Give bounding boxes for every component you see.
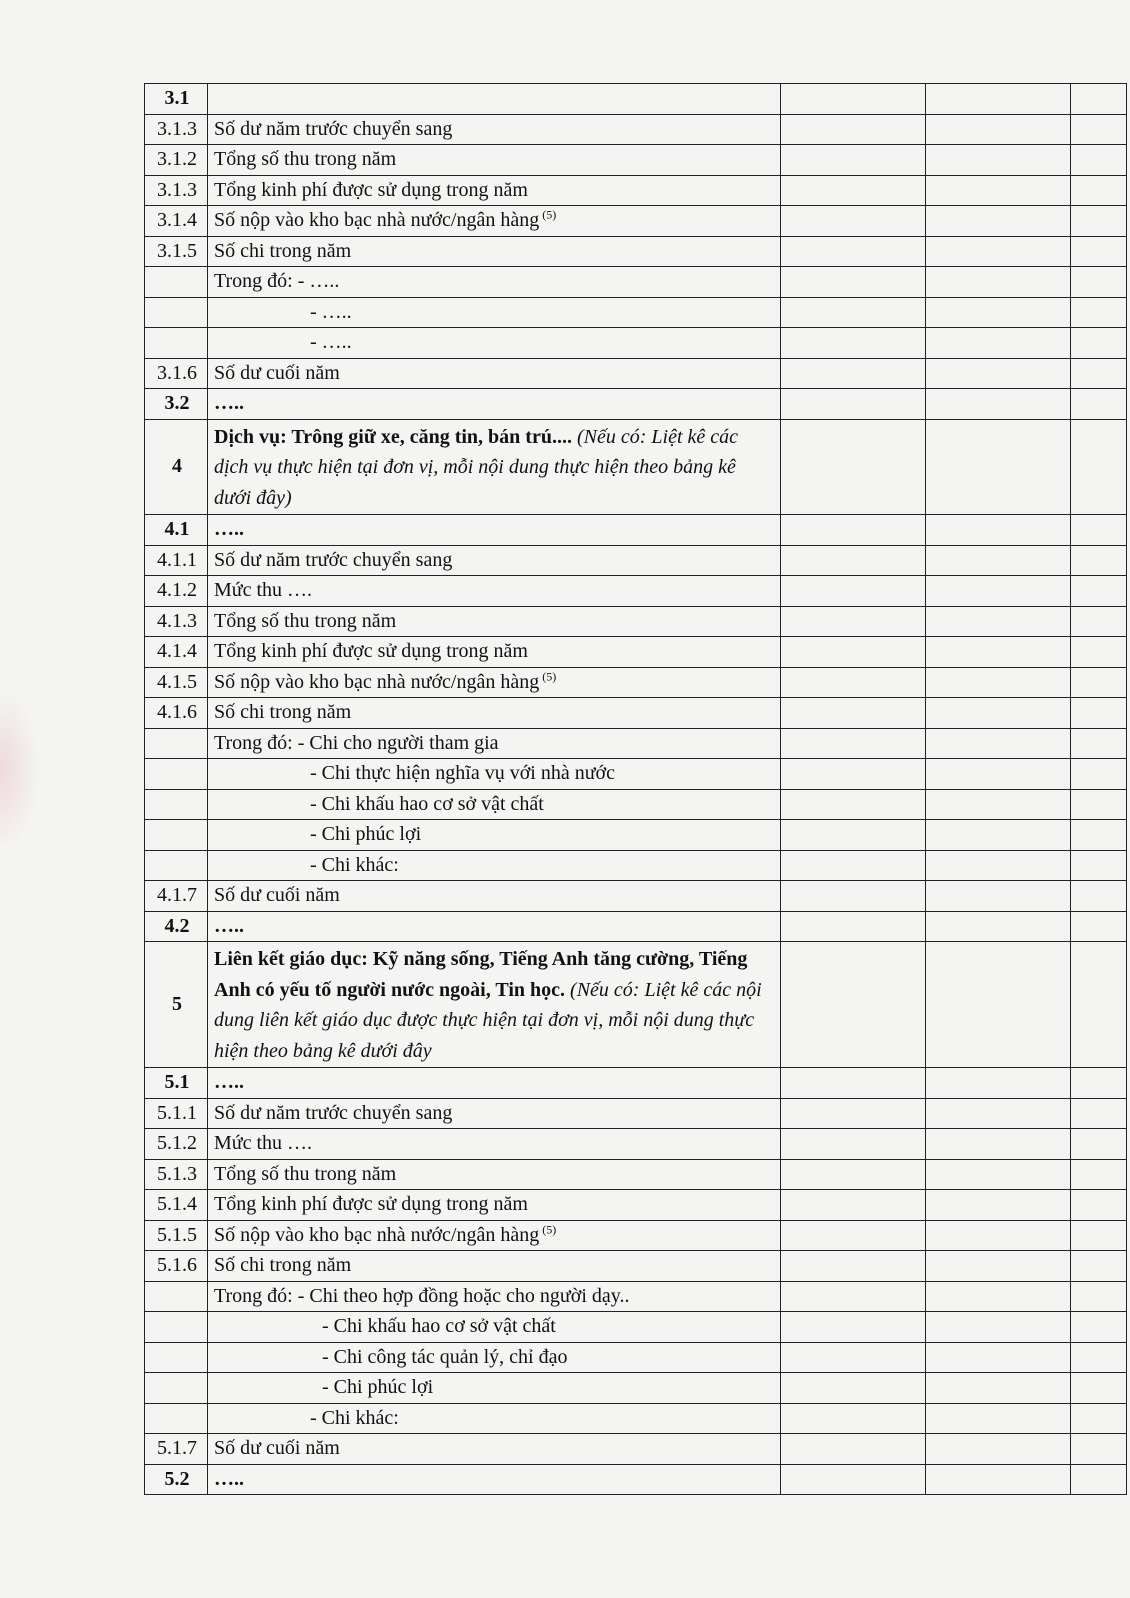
amount-cell-2 (926, 206, 1071, 237)
amount-cell-2 (926, 236, 1071, 267)
row-number: 4.1.7 (145, 881, 208, 912)
table-row (145, 637, 1127, 668)
amount-cell-2 (926, 297, 1071, 328)
ratio-cell (1071, 850, 1127, 881)
table-row (145, 1220, 1127, 1251)
amount-cell-2 (926, 728, 1071, 759)
ratio-cell (1071, 911, 1127, 942)
ratio-cell (1071, 637, 1127, 668)
row-number: 3.1.5 (145, 236, 208, 267)
table-row (145, 358, 1127, 389)
row-label: Tổng số thu trong năm (214, 609, 397, 632)
row-content (208, 267, 781, 298)
amount-cell-2 (926, 1068, 1071, 1099)
row-label: Số nộp vào kho bạc nhà nước/ngân hàng (214, 209, 540, 231)
row-number (145, 759, 208, 790)
row-content (208, 545, 781, 576)
table-body (145, 84, 1127, 1495)
amount-cell-2 (926, 1342, 1071, 1373)
row-content (208, 881, 781, 912)
ratio-cell (1071, 1220, 1127, 1251)
table-row (145, 942, 1127, 1068)
row-content (208, 358, 781, 389)
row-content (208, 1342, 781, 1373)
amount-cell-2 (926, 1312, 1071, 1343)
ratio-cell (1071, 1403, 1127, 1434)
amount-cell-2 (926, 84, 1071, 115)
amount-cell (781, 358, 926, 389)
row-label: - ….. (310, 331, 352, 353)
amount-cell (781, 145, 926, 176)
table-row (145, 1251, 1127, 1282)
table-row (145, 1312, 1127, 1343)
row-number (145, 820, 208, 851)
row-content (208, 942, 781, 1068)
ratio-cell (1071, 759, 1127, 790)
amount-cell (781, 606, 926, 637)
row-content (208, 1312, 781, 1343)
row-number: 4 (145, 419, 208, 515)
row-content (208, 576, 781, 607)
row-number: 4.1 (145, 515, 208, 546)
row-number: 4.1.4 (145, 637, 208, 668)
row-number (145, 328, 208, 359)
amount-cell-2 (926, 789, 1071, 820)
table-row (145, 175, 1127, 206)
row-label: Số nộp vào kho bạc nhà nước/ngân hàng (214, 670, 540, 693)
ratio-cell (1071, 114, 1127, 145)
ratio-cell (1071, 576, 1127, 607)
row-content (208, 1251, 781, 1282)
table-row (145, 515, 1127, 546)
amount-cell (781, 1312, 926, 1343)
row-number (145, 1403, 208, 1434)
amount-cell-2 (926, 545, 1071, 576)
amount-cell (781, 850, 926, 881)
row-number: 5.1.6 (145, 1251, 208, 1282)
amount-cell (781, 1098, 926, 1129)
row-label: - Chi thực hiện nghĩa vụ với nhà nước (310, 762, 615, 784)
row-content (208, 606, 781, 637)
amount-cell-2 (926, 419, 1071, 515)
row-label: Số chi trong năm (214, 1254, 352, 1276)
table-row (145, 114, 1127, 145)
amount-cell (781, 389, 926, 420)
amount-cell (781, 667, 926, 698)
table-row (145, 1373, 1127, 1404)
row-number: 4.1.1 (145, 545, 208, 576)
table-row (145, 419, 1127, 515)
row-label: ….. (214, 1467, 244, 1490)
row-label: Tổng số thu trong năm (214, 148, 397, 170)
row-label: ….. (214, 518, 244, 540)
row-content (208, 637, 781, 668)
row-number (145, 1373, 208, 1404)
amount-cell (781, 206, 926, 237)
ratio-cell (1071, 206, 1127, 237)
row-number: 3.1 (145, 84, 208, 115)
row-label: ….. (214, 1071, 244, 1093)
table-row (145, 606, 1127, 637)
amount-cell-2 (926, 145, 1071, 176)
table-row (145, 728, 1127, 759)
table-row (145, 881, 1127, 912)
amount-cell (781, 1068, 926, 1099)
ratio-cell (1071, 1159, 1127, 1190)
ratio-cell (1071, 820, 1127, 851)
ratio-cell (1071, 545, 1127, 576)
row-content (208, 1190, 781, 1221)
table-row (145, 698, 1127, 729)
row-label: Mức thu …. (214, 1132, 313, 1154)
row-content (208, 698, 781, 729)
table-row (145, 789, 1127, 820)
amount-cell-2 (926, 1251, 1071, 1282)
row-content (208, 1464, 781, 1495)
table-row (145, 84, 1127, 115)
amount-cell (781, 576, 926, 607)
row-label: Trong đó: - Chi theo hợp đồng hoặc cho người dạy.. (214, 1284, 630, 1307)
amount-cell-2 (926, 667, 1071, 698)
row-content (208, 789, 781, 820)
table-row (145, 1190, 1127, 1221)
footnote-ref: (5) (539, 668, 557, 683)
ratio-cell (1071, 667, 1127, 698)
footnote-ref: (5) (539, 207, 557, 222)
row-label: Tổng số thu trong năm (214, 1162, 397, 1185)
amount-cell (781, 84, 926, 115)
ratio-cell (1071, 881, 1127, 912)
row-label: Số dư năm trước chuyển sang (214, 548, 453, 571)
row-content (208, 728, 781, 759)
row-number (145, 297, 208, 328)
row-number: 3.2 (145, 389, 208, 420)
table-row (145, 1434, 1127, 1465)
amount-cell (781, 1190, 926, 1221)
row-label: Tổng kinh phí được sử dụng trong năm (214, 178, 528, 201)
table-row (145, 1464, 1127, 1495)
amount-cell (781, 789, 926, 820)
row-label: Số dư cuối năm (214, 884, 340, 906)
amount-cell (781, 1220, 926, 1251)
row-number: 3.1.2 (145, 145, 208, 176)
amount-cell-2 (926, 328, 1071, 359)
amount-cell-2 (926, 637, 1071, 668)
row-label: ….. (214, 914, 244, 937)
amount-cell-2 (926, 942, 1071, 1068)
ratio-cell (1071, 389, 1127, 420)
amount-cell (781, 545, 926, 576)
table-row (145, 667, 1127, 698)
row-content (208, 1403, 781, 1434)
table-row (145, 1403, 1127, 1434)
row-label: - Chi khấu hao cơ sở vật chất (322, 1315, 556, 1337)
amount-cell (781, 1281, 926, 1312)
amount-cell (781, 759, 926, 790)
row-label: Tổng kinh phí được sử dụng trong năm (214, 1193, 528, 1215)
ratio-cell (1071, 297, 1127, 328)
row-number (145, 789, 208, 820)
amount-cell-2 (926, 1373, 1071, 1404)
row-number: 3.1.3 (145, 175, 208, 206)
table-row (145, 1129, 1127, 1160)
section-note: (Nếu có: Liệt kê các dịch vụ thực hiện tại đơn vị, mỗi nội dung thực hiện theo bảng kê dưới đây) (214, 425, 739, 509)
row-content (208, 114, 781, 145)
table-row (145, 206, 1127, 237)
row-label: - Chi khấu hao cơ sở vật chất (310, 792, 544, 815)
amount-cell-2 (926, 175, 1071, 206)
row-number: 4.1.5 (145, 667, 208, 698)
ratio-cell (1071, 515, 1127, 546)
amount-cell-2 (926, 1464, 1071, 1495)
ratio-cell (1071, 789, 1127, 820)
footnote-ref: (5) (539, 1221, 557, 1236)
amount-cell-2 (926, 1098, 1071, 1129)
row-label: Số chi trong năm (214, 239, 352, 262)
table-row (145, 911, 1127, 942)
row-number: 3.1.3 (145, 114, 208, 145)
row-label: Tổng kinh phí được sử dụng trong năm (214, 640, 528, 662)
amount-cell (781, 236, 926, 267)
row-number: 5 (145, 942, 208, 1068)
section-heading: Dịch vụ: Trông giữ xe, căng tin, bán trú.... (214, 425, 572, 448)
table-row (145, 1068, 1127, 1099)
ratio-cell (1071, 1464, 1127, 1495)
amount-cell-2 (926, 389, 1071, 420)
ratio-cell (1071, 236, 1127, 267)
row-content (208, 1434, 781, 1465)
table-row (145, 236, 1127, 267)
amount-cell-2 (926, 1281, 1071, 1312)
row-content (208, 328, 781, 359)
row-number (145, 267, 208, 298)
row-content (208, 236, 781, 267)
amount-cell-2 (926, 911, 1071, 942)
amount-cell (781, 1342, 926, 1373)
row-number (145, 728, 208, 759)
row-content (208, 1281, 781, 1312)
ratio-cell (1071, 358, 1127, 389)
row-content (208, 820, 781, 851)
ratio-cell (1071, 1373, 1127, 1404)
table-row (145, 1342, 1127, 1373)
amount-cell-2 (926, 850, 1071, 881)
row-number: 4.1.6 (145, 698, 208, 729)
row-number: 4.1.2 (145, 576, 208, 607)
row-number: 5.1.5 (145, 1220, 208, 1251)
row-content (208, 515, 781, 546)
section-heading: Liên kết giáo dục: Kỹ năng sống, Tiếng Anh tăng cường, Tiếng Anh có yếu tố người nước ngoài, Tin học. (214, 948, 748, 1001)
row-number: 5.1.2 (145, 1129, 208, 1160)
row-content (208, 667, 781, 698)
row-content (208, 297, 781, 328)
amount-cell (781, 267, 926, 298)
amount-cell-2 (926, 606, 1071, 637)
table-row (145, 267, 1127, 298)
table-row (145, 145, 1127, 176)
row-content (208, 759, 781, 790)
row-number: 5.1.1 (145, 1098, 208, 1129)
amount-cell-2 (926, 114, 1071, 145)
row-number: 3.1.6 (145, 358, 208, 389)
row-content (208, 1129, 781, 1160)
row-content (208, 1159, 781, 1190)
ratio-cell (1071, 1098, 1127, 1129)
table-row (145, 328, 1127, 359)
amount-cell-2 (926, 820, 1071, 851)
row-number: 5.1.7 (145, 1434, 208, 1465)
table-row (145, 1098, 1127, 1129)
amount-cell (781, 881, 926, 912)
row-content (208, 206, 781, 237)
ratio-cell (1071, 175, 1127, 206)
amount-cell (781, 698, 926, 729)
amount-cell-2 (926, 1159, 1071, 1190)
row-label: Số dư cuối năm (214, 361, 340, 384)
row-number: 5.1.3 (145, 1159, 208, 1190)
row-label: - Chi phúc lợi (322, 1376, 434, 1398)
table-row (145, 576, 1127, 607)
row-label: Mức thu …. (214, 579, 313, 601)
ratio-cell (1071, 1129, 1127, 1160)
row-content (208, 175, 781, 206)
row-content (208, 1068, 781, 1099)
ratio-cell (1071, 419, 1127, 515)
amount-cell-2 (926, 576, 1071, 607)
table-row (145, 1159, 1127, 1190)
amount-cell (781, 820, 926, 851)
row-number: 4.1.3 (145, 606, 208, 637)
row-label: Số nộp vào kho bạc nhà nước/ngân hàng (214, 1223, 540, 1246)
ratio-cell (1071, 267, 1127, 298)
ratio-cell (1071, 942, 1127, 1068)
row-label: - Chi khác: (310, 853, 399, 876)
row-label: ….. (214, 392, 244, 414)
amount-cell-2 (926, 267, 1071, 298)
ratio-cell (1071, 1281, 1127, 1312)
ratio-cell (1071, 1190, 1127, 1221)
amount-cell (781, 328, 926, 359)
row-content (208, 145, 781, 176)
amount-cell (781, 911, 926, 942)
row-content (208, 911, 781, 942)
row-number: 5.2 (145, 1464, 208, 1495)
ratio-cell (1071, 606, 1127, 637)
ratio-cell (1071, 1342, 1127, 1373)
row-number (145, 1312, 208, 1343)
amount-cell (781, 1403, 926, 1434)
row-label: - Chi công tác quản lý, chỉ đạo (322, 1345, 568, 1368)
section-note: (Nếu có: Liệt kê các nội dung liên kết giáo dục được thực hiện tại đơn vị, mỗi nội dung thực hiện theo bảng kê dưới đây (214, 978, 762, 1062)
row-label: Trong đó: - Chi cho người tham gia (214, 731, 499, 754)
amount-cell-2 (926, 1129, 1071, 1160)
row-label: Trong đó: - ….. (214, 270, 340, 292)
amount-cell (781, 942, 926, 1068)
amount-cell (781, 515, 926, 546)
amount-cell (781, 1159, 926, 1190)
amount-cell-2 (926, 358, 1071, 389)
table-row (145, 1281, 1127, 1312)
row-label: - Chi khác: (310, 1406, 399, 1429)
row-content (208, 84, 781, 115)
row-label: Số dư năm trước chuyển sang (214, 1101, 453, 1124)
table-row (145, 389, 1127, 420)
amount-cell-2 (926, 1220, 1071, 1251)
row-label: - Chi phúc lợi (310, 823, 422, 845)
table-row (145, 545, 1127, 576)
amount-cell (781, 1464, 926, 1495)
ratio-cell (1071, 328, 1127, 359)
amount-cell (781, 1373, 926, 1404)
table-row (145, 850, 1127, 881)
table-row (145, 759, 1127, 790)
row-number: 5.1.4 (145, 1190, 208, 1221)
row-number: 3.1.4 (145, 206, 208, 237)
row-label: Số dư năm trước chuyển sang (214, 117, 453, 140)
ratio-cell (1071, 145, 1127, 176)
table-row (145, 820, 1127, 851)
row-content (208, 419, 781, 515)
ratio-cell (1071, 728, 1127, 759)
ratio-cell (1071, 84, 1127, 115)
stamp-bleed-mark (0, 690, 40, 850)
amount-cell (781, 419, 926, 515)
row-content (208, 389, 781, 420)
amount-cell-2 (926, 515, 1071, 546)
row-number (145, 850, 208, 881)
amount-cell-2 (926, 1190, 1071, 1221)
row-label: Số dư cuối năm (214, 1437, 340, 1459)
row-content (208, 1220, 781, 1251)
amount-cell (781, 114, 926, 145)
row-number (145, 1342, 208, 1373)
amount-cell (781, 1434, 926, 1465)
table-row (145, 297, 1127, 328)
amount-cell (781, 1251, 926, 1282)
amount-cell (781, 637, 926, 668)
row-content (208, 1373, 781, 1404)
row-number: 4.2 (145, 911, 208, 942)
amount-cell-2 (926, 1434, 1071, 1465)
amount-cell-2 (926, 759, 1071, 790)
ratio-cell (1071, 1434, 1127, 1465)
row-content (208, 1098, 781, 1129)
row-number (145, 1281, 208, 1312)
ratio-cell (1071, 698, 1127, 729)
amount-cell (781, 1129, 926, 1160)
ratio-cell (1071, 1312, 1127, 1343)
row-label: Số chi trong năm (214, 701, 352, 723)
amount-cell (781, 175, 926, 206)
ratio-cell (1071, 1251, 1127, 1282)
amount-cell-2 (926, 881, 1071, 912)
amount-cell (781, 297, 926, 328)
finance-report-table (144, 83, 1127, 1495)
row-number: 5.1 (145, 1068, 208, 1099)
amount-cell (781, 728, 926, 759)
row-label: - ….. (310, 300, 352, 323)
amount-cell-2 (926, 1403, 1071, 1434)
amount-cell-2 (926, 698, 1071, 729)
ratio-cell (1071, 1068, 1127, 1099)
row-content (208, 850, 781, 881)
